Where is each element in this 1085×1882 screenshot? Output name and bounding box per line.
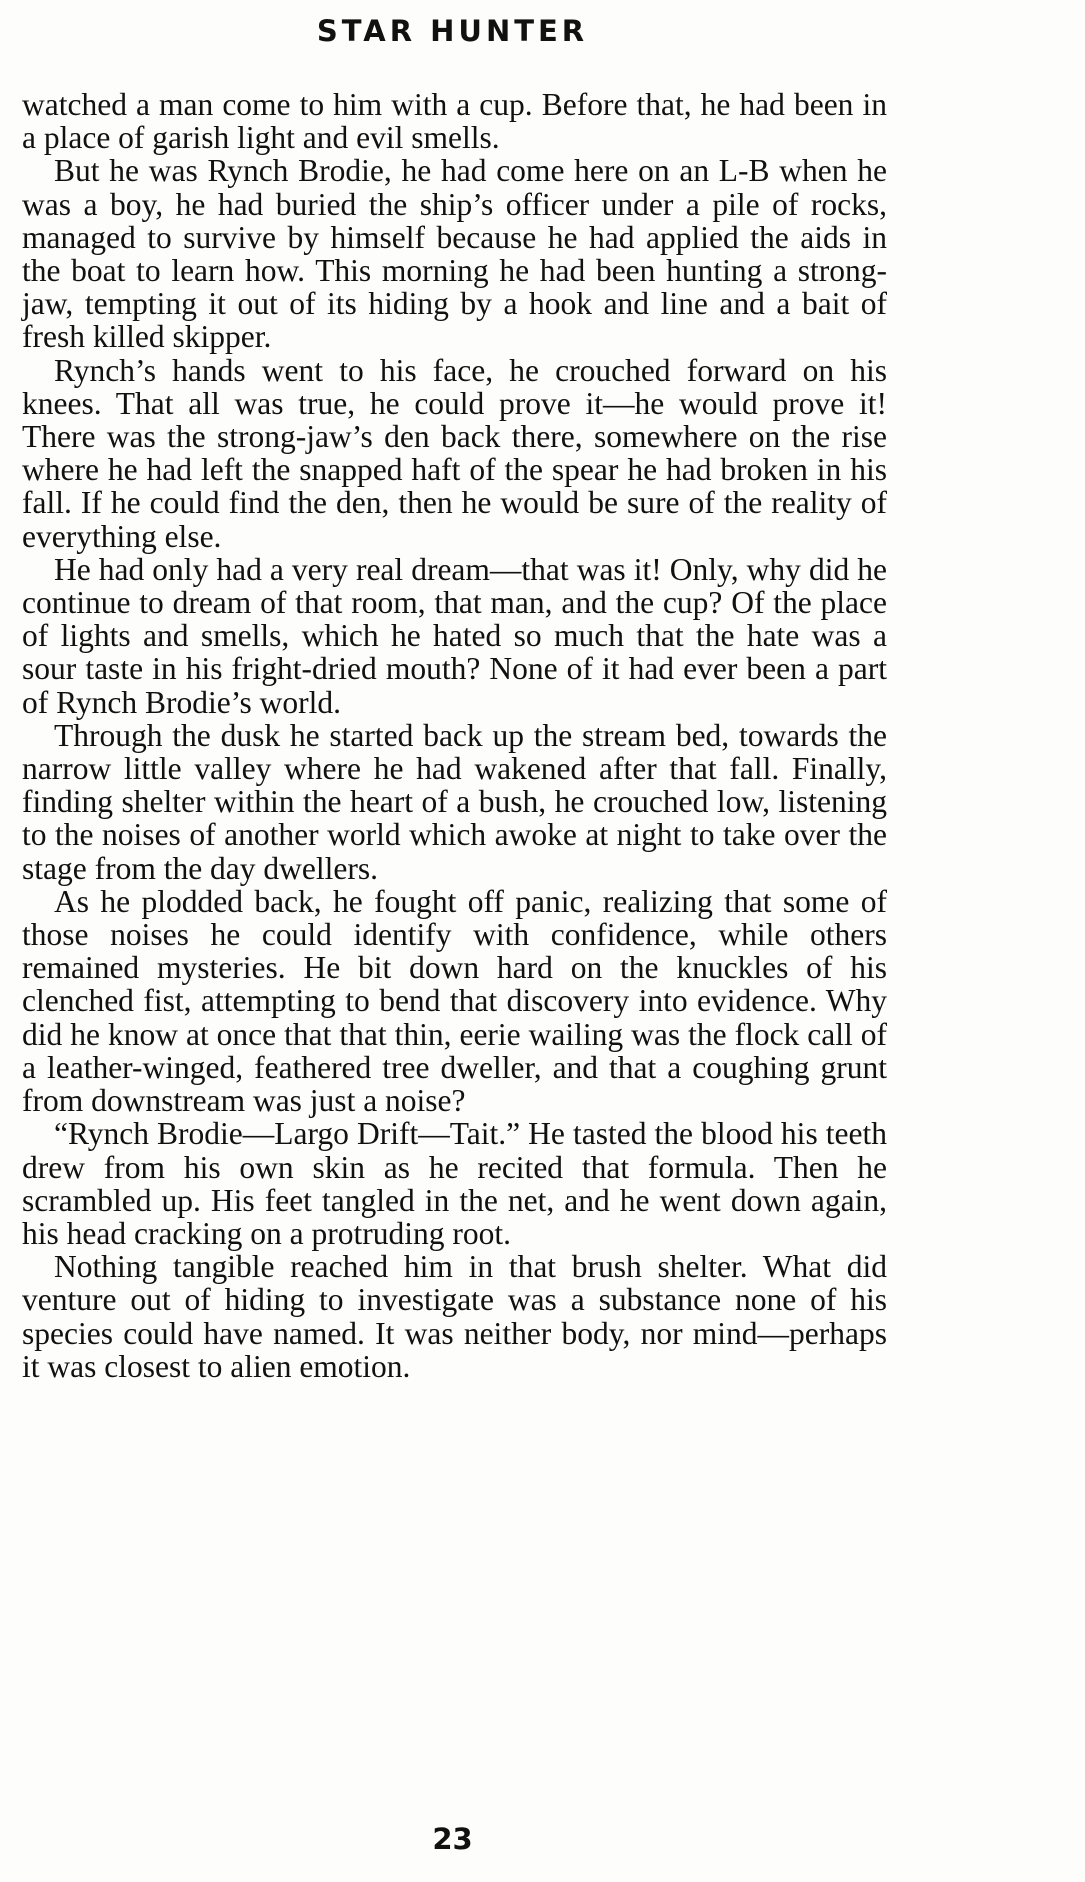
- paragraph: But he was Rynch Brodie, he had come here on an L-B when he was a boy, he had buried the ship’s officer under a pile of rocks, managed to survive by himself because he had applied the aids in the boat to learn how. This morning he had been hunting a strong-jaw, tempting it out of its hiding by a hook and line and a bait of fresh killed skipper.: [22, 153, 887, 355]
- paragraph: Rynch’s hands went to his face, he crouched forward on his knees. That all was true, he could prove it—he would prove it! There was the strong-jaw’s den back there, somewhere on the rise where he had left the snapped haft of the spear he had broken in his fall. If he could find the den, then he would be sure of the reality of everything else.: [22, 352, 887, 554]
- paragraph: Nothing tangible reached him in that brush shelter. What did venture out of hiding to investigate was a substance none of his species could have named. It was neither body, nor mind—perhaps it was closest to alien emotion.: [22, 1249, 887, 1384]
- body-text: [22, 88, 887, 1383]
- paragraph: He had only had a very real dream—that was it! Only, why did he continue to dream of that room, that man, and the cup? Of the place of lights and smells, which he hated so much that the hate was a sour taste in his fright-dried mouth? None of it had ever been a part of Rynch Brodie’s world.: [22, 551, 887, 720]
- paragraph: Through the dusk he started back up the stream bed, towards the narrow little valley where he had wakened after that fall. Finally, finding shelter within the heart of a bush, he crouched low, listening to the noises of another world which awoke at night to take over the stage from the day dwellers.: [22, 717, 887, 886]
- paragraph: “Rynch Brodie—Largo Drift—Tait.” He tasted the blood his teeth drew from his own skin as he recited that formula. Then he scrambled up. His feet tangled in the net, and he went down again, his head cracking on a protruding root.: [22, 1116, 887, 1251]
- paragraph: watched a man come to him with a cup. Before that, he had been in a place of garish light and evil smells.: [22, 87, 887, 156]
- running-head: STAR HUNTER: [316, 14, 589, 48]
- page-number: 23: [432, 1822, 473, 1856]
- paragraph: As he plodded back, he fought off panic, realizing that some of those noises he could identify with confidence, while others remained mysteries. He bit down hard on the knuckles of his clenched fist, attempting to bend that discovery into evidence. Why did he know at once that that thin, eerie wailing was the flock call of a leather-winged, feathered tree dweller, and that a coughing grunt from downstream was just a noise?: [22, 883, 887, 1119]
